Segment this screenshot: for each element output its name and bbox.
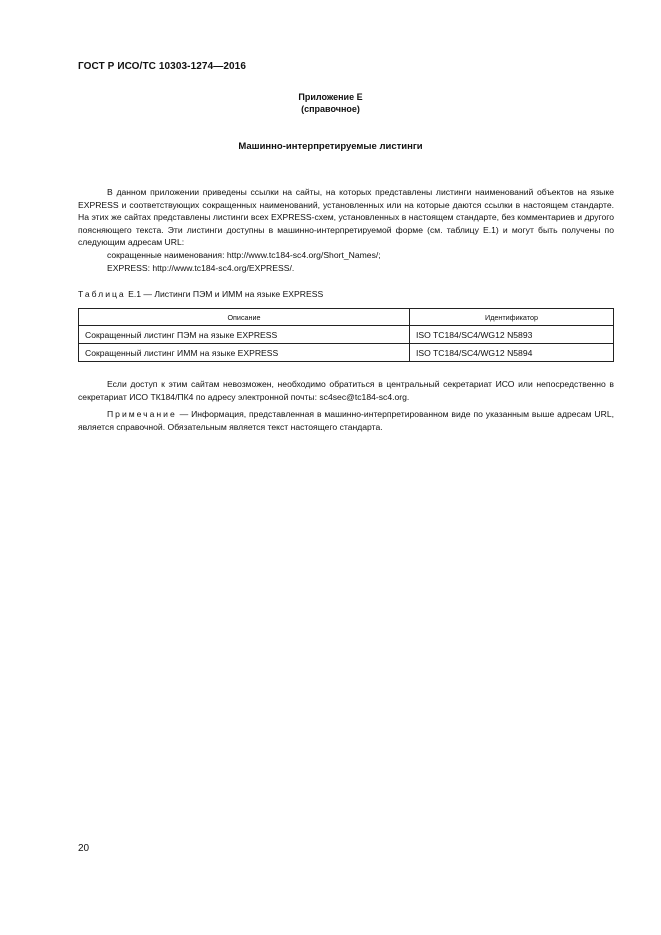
intro-block	[78, 186, 614, 274]
row-description: Сокращенный листинг ПЭМ на языке EXPRESS	[79, 326, 410, 344]
note-label: Примечание	[107, 409, 177, 419]
table-caption	[78, 289, 323, 299]
header-description: Описание	[79, 309, 410, 326]
note-block	[78, 408, 614, 433]
intro-paragraph: В данном приложении приведены ссылки на сайты, на которых представлены листинги наименований объектов на языке EXPRESS и соответствующих сокращенных наименований, установленных или на которые даются ссылки в настоящем стандарте. На этих же сайтах представлены листинги всех EXPRESS-схем, установленных в настоящем стандарте, без комментариев и другого поясняющего текста. Эти листинги доступны в машинно-интерпретируемой форме (см. таблицу Е.1) и могут быть получены по следующим адресам URL:	[78, 187, 614, 248]
table-row	[79, 344, 614, 362]
annex-title: Приложение Е	[298, 92, 363, 102]
section-title: Машинно-интерпретируемые листинги	[238, 141, 423, 152]
row-identifier: ISO TC184/SC4/WG12 N5894	[410, 344, 614, 362]
contact-block	[78, 378, 614, 403]
url-express: EXPRESS: http://www.tc184-sc4.org/EXPRESS/.	[107, 262, 295, 273]
table-caption-text: Е.1 — Листинги ПЭМ и ИММ на языке EXPRESS	[125, 289, 324, 299]
table-caption-label: Таблица	[78, 289, 126, 299]
document-header: ГОСТ Р ИСО/ТС 10303-1274—2016	[78, 61, 246, 72]
row-identifier: ISO TC184/SC4/WG12 N5893	[410, 326, 614, 344]
header-identifier: Идентификатор	[410, 309, 614, 326]
table-header-row	[79, 309, 614, 326]
url-short-names: сокращенные наименования: http://www.tc184-sc4.org/Short_Names/;	[107, 249, 381, 260]
listings-table	[78, 308, 614, 362]
page-number: 20	[78, 843, 90, 854]
note-text: — Информация, представленная в машинно-интерпретированном виде по указанным выше адресам URL, является справочной. Обязательным является текст настоящего стандарта.	[78, 409, 614, 432]
row-description: Сокращенный листинг ИММ на языке EXPRESS	[79, 344, 410, 362]
annex-subtitle: (справочное)	[301, 104, 360, 114]
contact-paragraph: Если доступ к этим сайтам невозможен, необходимо обратиться в центральный секретариат ИСО или непосредственно в секретариат ИСО ТК184/ПК4 по адресу электронной почты: sc4sec@tc184-sc4.org.	[78, 379, 614, 402]
note-paragraph	[78, 408, 614, 433]
table-row	[79, 326, 614, 344]
